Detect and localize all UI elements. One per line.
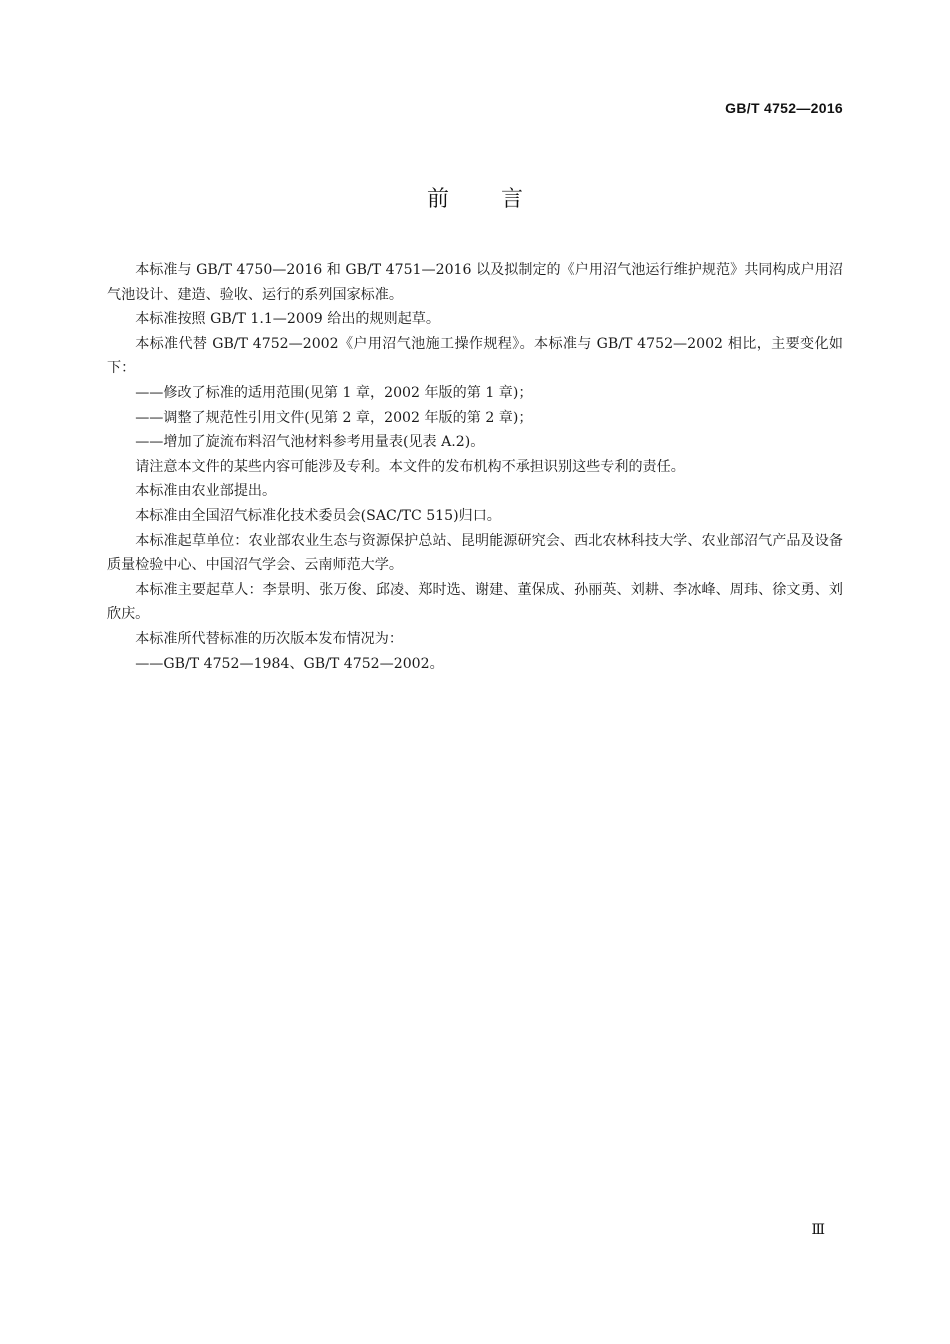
list-item-change-references: ——调整了规范性引用文件(见第 2 章，2002 年版的第 2 章)； <box>135 409 533 426</box>
list-item-history-versions: ——GB/T 4752—1984、GB/T 4752—2002。 <box>135 655 444 672</box>
paragraph-drafting-units: 本标准起草单位：农业部农业生态与资源保护总站、昆明能源研究会、西北农林科技大学、农业部沼气产品及设备质量检验中心、中国沼气学会、云南师范大学。 <box>107 532 843 574</box>
page-number: Ⅲ <box>811 1223 825 1238</box>
paragraph-drafters: 本标准主要起草人：李景明、张万俊、邱凌、郑时选、谢建、董保成、孙丽英、刘耕、李冰峰、周玮、徐文勇、刘欣庆。 <box>107 581 843 623</box>
list-item-change-table: ——增加了旋流布料沼气池材料参考用量表(见表 A.2)。 <box>135 434 485 451</box>
paragraph-drafting-rules: 本标准按照 GB/T 1.1—2009 给出的规则起草。 <box>135 311 440 328</box>
list-item-change-scope: ——修改了标准的适用范围(见第 1 章，2002 年版的第 1 章)； <box>135 384 533 401</box>
paragraph-series-relation: 本标准与 GB/T 4750—2016 和 GB/T 4751—2016 以及拟制定的《户用沼气池运行维护规范》共同构成户用沼气池设计、建造、验收、运行的系列国家标准。 <box>107 262 843 303</box>
foreword-body <box>107 258 843 676</box>
paragraph-proposer: 本标准由农业部提出。 <box>135 483 277 500</box>
standard-code-header: GB/T 4752—2016 <box>725 100 843 116</box>
paragraph-committee: 本标准由全国沼气标准化技术委员会(SAC/TC 515)归口。 <box>135 507 501 524</box>
paragraph-patent-notice: 请注意本文件的某些内容可能涉及专利。本文件的发布机构不承担识别这些专利的责任。 <box>135 458 685 475</box>
paragraph-history-intro: 本标准所代替标准的历次版本发布情况为： <box>135 630 403 647</box>
page-title: 前言 <box>426 187 575 212</box>
paragraph-replacement: 本标准代替 GB/T 4752—2002《户用沼气池施工操作规程》。本标准与 GB/T 4752—2002 相比，主要变化如下： <box>107 335 843 377</box>
